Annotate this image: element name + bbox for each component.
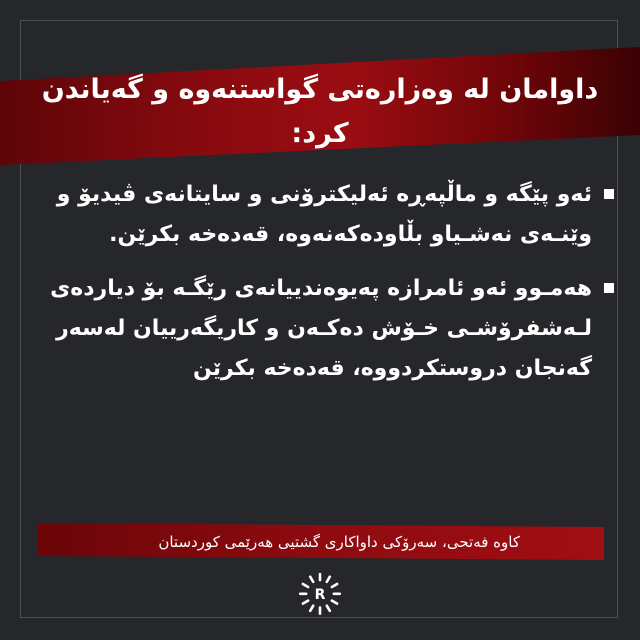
demand-text: هەمـوو ئەو ئامرازە پەیوەندییانەی رێگـە بۆ دیاردەی لـەشفرۆشـی خـۆش دەکـەن و کاریگەرییان لەسەر گەنجان دروستکردووە، قەدەخە بکرێن xyxy=(50,276,592,381)
demand-text: ئەو پێگە و ماڵپەڕە ئەلیکترۆنی و سایتانەی ڤیدیۆ و وێنـەی نەشـیاو بڵاودەکەنەوە، قەدەخە بکرێن. xyxy=(56,182,592,247)
bullet-square-icon xyxy=(604,189,614,199)
demand-item-2 xyxy=(40,269,614,389)
quote-attribution: کاوە فەتحی، سەرۆکی داواکاری گشتیی هەرێمی کوردستان xyxy=(158,533,520,551)
bullet-square-icon xyxy=(604,283,614,293)
rudaw-logo-icon xyxy=(298,571,342,627)
logo-letter: R xyxy=(314,587,326,603)
headline-title: داوامان لە وەزارەتی گواستنەوە و گەیاندن کرد: xyxy=(41,74,599,149)
demands-list xyxy=(40,175,614,403)
demand-item-1 xyxy=(40,175,614,255)
